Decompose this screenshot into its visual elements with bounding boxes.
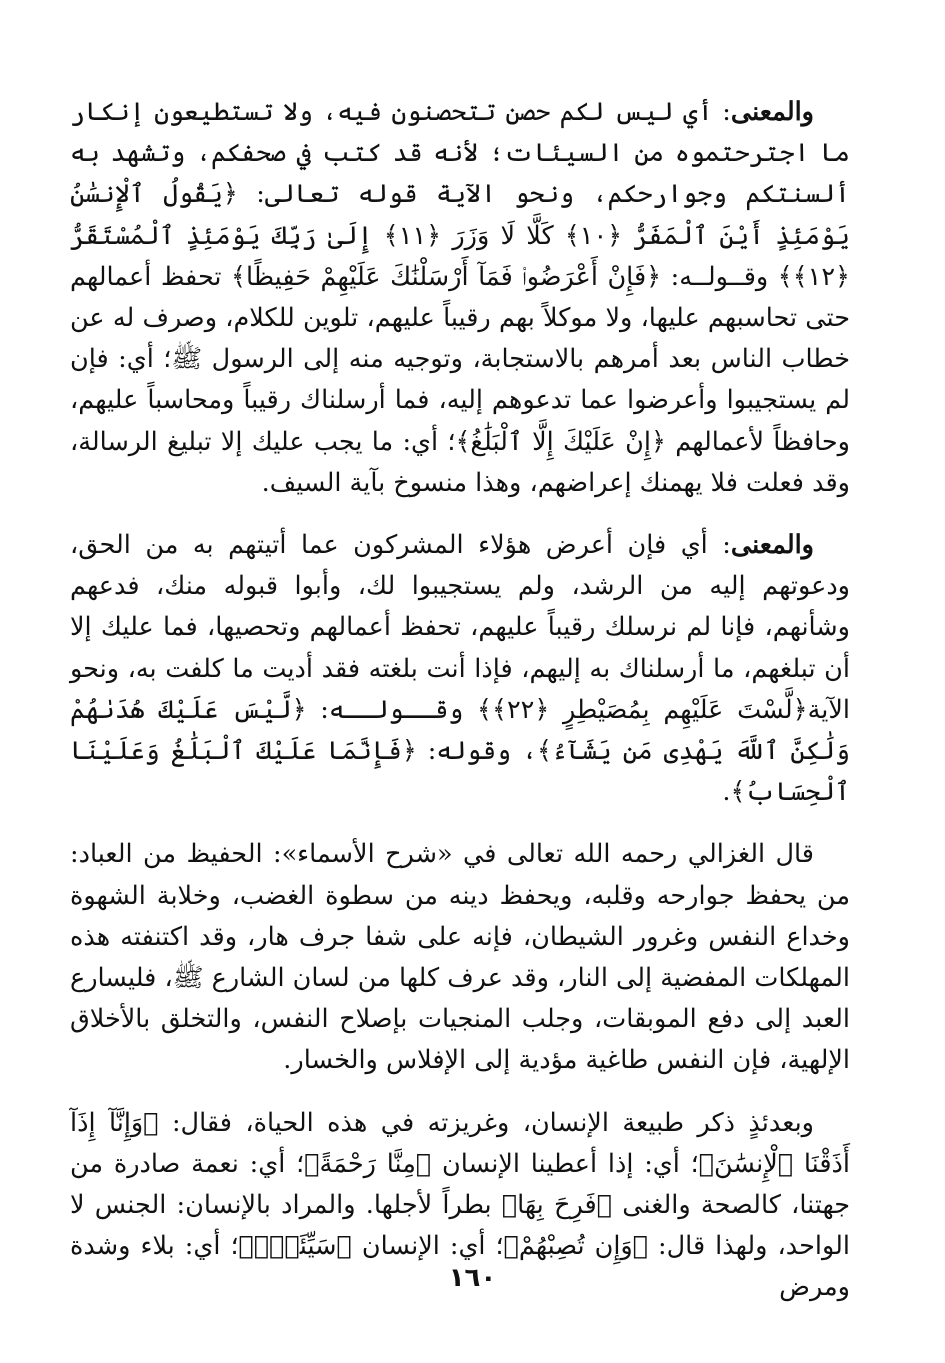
- paragraph-term: والمعنى: [730, 530, 814, 561]
- page-body: [70, 92, 850, 1309]
- paragraph-text: : أي فإن أعرض هؤلاء المشركون عما أتيتهم به من الحق، ودعوتهم إليه من الرشد، ولم يستجيبوا لك، وأبوا قبوله منك، فدعهم وشأنهم، فإنا لم نرسلك رقيباً عليهم، تحفظ أعمالهم وتحصيها، فما عليك إلا أن تبلغهم، ما أرسلناك به إليهم، فإذا أنت بلغته فقد أديت ما كلفت به، ونحو الآية﴿لَّسْتَ عَلَيْهِم بِمُصَيْطِرٍ ﴿٢٢﴾﴾ وقــولــه: ﴿لَّيْسَ عَلَيْكَ هُدَىٰهُمْ وَلَٰكِنَّ ٱللَّهَ يَهْدِى مَن يَشَآءُ﴾، وقوله: ﴿فَإِنَّمَا عَلَيْكَ ٱلْبَلَٰغُ وَعَلَيْنَا ٱلْحِسَابُ﴾.: [70, 530, 850, 808]
- paragraph-meaning-1: [70, 92, 850, 504]
- paragraph-term: والمعنى: [730, 97, 814, 127]
- paragraph-text: : أي ليس لكم حصن تتحصنون فيه، ولا تستطيعون إنكار ما اجترحتموه من السيئات؛ لأنه قد كتب في صحفكم، وتشهد به ألسنتكم وجوارحكم، ونحو الآية قوله تعالى: ﴿يَقُولُ ٱلْإِنسَٰنُ يَوْمَئِذٍ أَيْنَ ٱلْمَفَرُّ ﴿١٠﴾ كَلَّا لَا وَزَرَ ﴿١١﴾ إِلَىٰ رَبِّكَ يَوْمَئِذٍ ٱلْمُسْتَقَرُّ ﴿١٢﴾﴾ وقــولــه: ﴿فَإِنْ أَعْرَضُوا۟ فَمَآ أَرْسَلْنَٰكَ عَلَيْهِمْ حَفِيظًا﴾ تحفظ أعمالهم حتى تحاسبهم عليها، ولا موكلاً بهم رقيباً عليهم، تلوين للكلام، وصرف له عن خطاب الناس بعد أمرهم بالاستجابة، وتوجيه منه إلى الرسول ﷺ؛ أي: فإن لم يستجيبوا وأعرضوا عما تدعوهم إليه، فما أرسلناك رقيباً ومحاسباً عليهم، وحافظاً لأعمالهم ﴿إِنْ عَلَيْكَ إِلَّا ٱلْبَلَٰغُ﴾؛ أي: ما يجب عليك إلا تبليغ الرسالة، وقد فعلت فلا يهمنك إعراضهم، وهذا منسوخ بآية السيف.: [70, 97, 851, 498]
- paragraph-text: وبعدئذٍ ذكر طبيعة الإنسان، وغريزته في هذه الحياة، فقال: ﴿وَإِنَّآ إِذَآ أَذَقْنَا ٱلْإِنسَٰنَ﴾؛ أي: إذا أعطينا الإنسان ﴿مِنَّا رَحْمَةً﴾؛ أي: نعمة صادرة من جهتنا، كالصحة والغنى ﴿فَرِحَ بِهَا﴾ بطراً لأجلها. والمراد بالإنسان: الجنس لا الواحد، ولهذا قال: ﴿وَإِن تُصِبْهُمْ﴾؛ أي: الإنسان ﴿سَيِّئَةٌۢ﴾؛ أي: بلاء وشدة ومرض: [70, 1107, 851, 1303]
- page-number: ١٦٠: [448, 1263, 497, 1293]
- paragraph-ghazali-quote: [70, 834, 850, 1081]
- paragraph-text: قال الغزالي رحمه الله تعالى في «شرح الأسماء»: الحفيظ من العباد: من يحفظ جوارحه وقلبه، ويحفظ دينه من سطوة الغضب، وخلابة الشهوة وخداع النفس وغرور الشيطان، فإنه على شفا جرف هار، وقد اكتنفته هذه المهلكات المفضية إلى النار، وقد عرف كلها من لسان الشارع ﷺ، فليسارع العبد إلى دفع الموبقات، وجلب المنجيات بإصلاح النفس، والتخلق بالأخلاق الإلهية، فإن النفس طاغية مؤدية إلى الإفلاس والخسار.: [70, 839, 850, 1076]
- paragraph-meaning-2: [70, 525, 850, 813]
